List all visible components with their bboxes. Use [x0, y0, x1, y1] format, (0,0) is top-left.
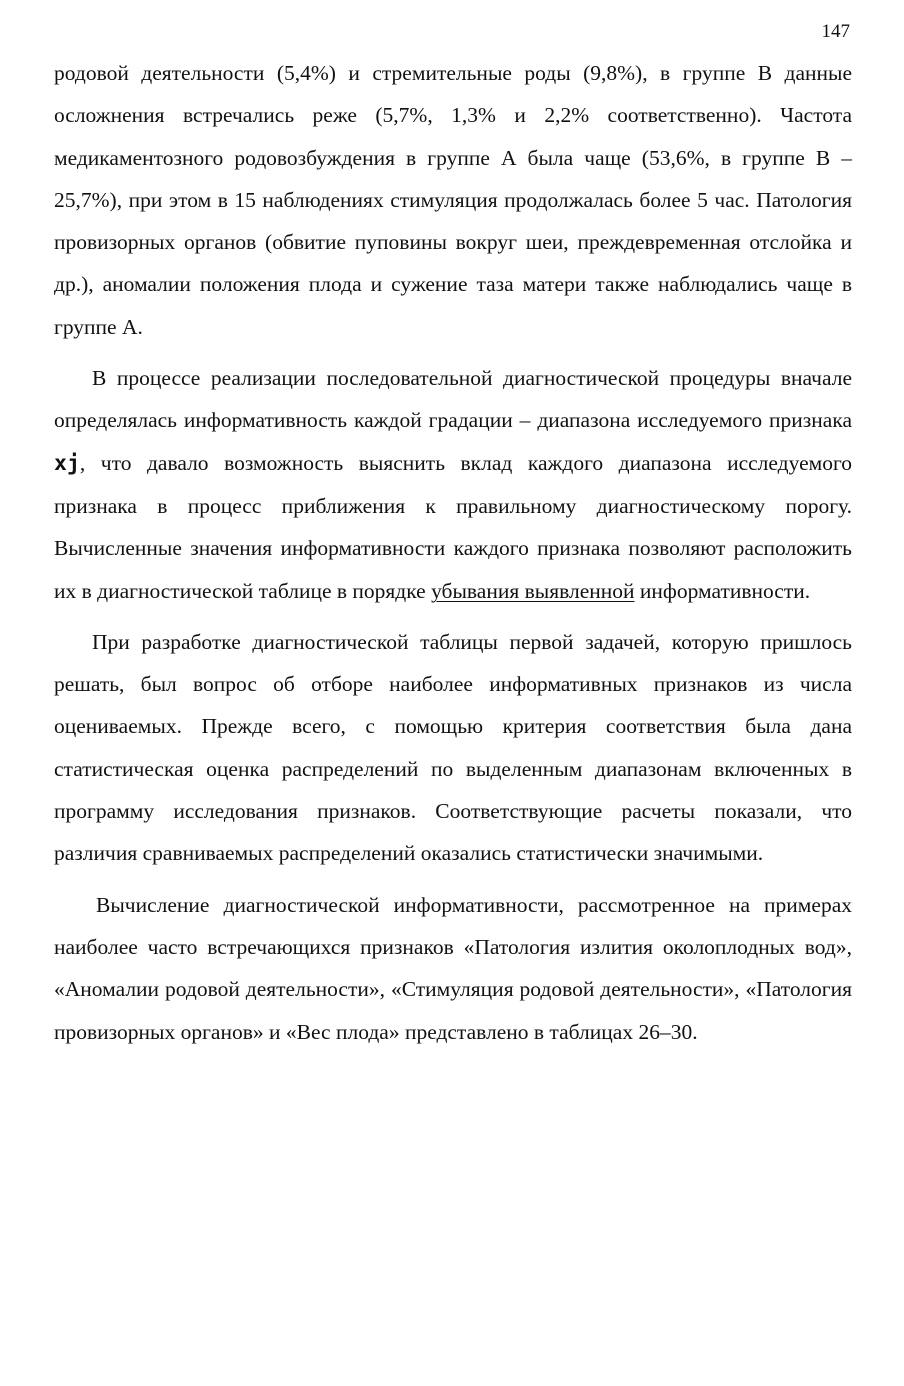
paragraph-2-part-b: , что давало возможность выяснить вклад каждого диапазона исследуемого признака в процесс приближения к правильному диагностическому порогу. Вычисленные значения информативности каждого признака позволяют расположить их в диагностической таблице в порядке — [54, 450, 852, 603]
paragraph-2-part-d: информативности. — [634, 578, 811, 603]
body-text — [54, 52, 852, 1062]
paragraph-2-part-a: В процессе реализации последовательной диагностической процедуры вначале определялась информативность каждой градации – диапазона исследуемого признака — [54, 366, 852, 433]
paragraph-1: родовой деятельности (5,4%) и стремительные роды (9,8%), в группе В данные осложнения встречались реже (5,7%, 1,3% и 2,2% соответственно). Частота медикаментозного родовозбуждения в группе А была чаще (53,6%, в группе В – 25,7%), при этом в 15 наблюдениях стимуляция продолжалась более 5 час. Патология провизорных органов (обвитие пуповины вокруг шеи, преждевременная отслойка и др.), аномалии положения плода и сужение таза матери также наблюдались чаще в группе А. — [54, 61, 852, 339]
paragraph-2 — [54, 357, 852, 612]
variable-symbol: xj — [54, 450, 80, 476]
page-number: 147 — [821, 21, 850, 42]
paragraph-4: Вычисление диагностической информативности, рассмотренное на примерах наиболее часто встречающихся признаков «Патология излития околоплодных вод», «Аномалии родовой деятельности», «Стимуляция родовой деятельности», «Патология провизорных органов» и «Вес плода» представлено в таблицах 26–30. — [54, 892, 852, 1044]
underlined-phrase: убывания выявленной — [431, 578, 635, 603]
paragraph-3: При разработке диагностической таблицы первой задачей, которую пришлось решать, был вопрос об отборе наиболее информативных признаков из числа оцениваемых. Прежде всего, с помощью критерия соответствия была дана статистическая оценка распределений по выделенным диапазонам включенных в программу исследования признаков. Соответствующие расчеты показали, что различия сравниваемых распределений оказались статистически значимыми. — [54, 629, 852, 866]
